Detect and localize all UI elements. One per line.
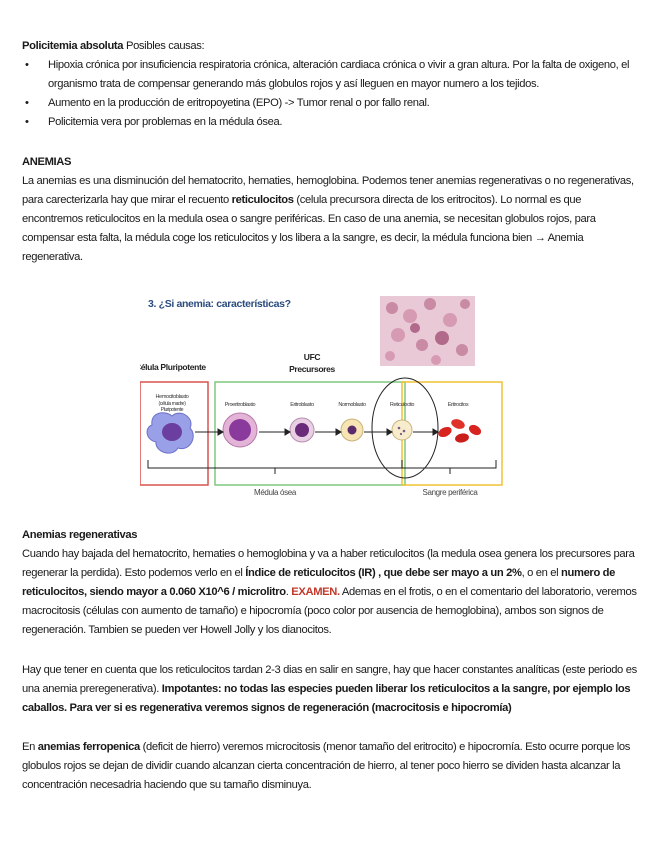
- anemias-section: [22, 153, 642, 267]
- policitemia-section: [22, 37, 642, 132]
- blood-smear-image: [380, 296, 475, 366]
- policitemia-causes-list: [22, 56, 642, 132]
- label-precursores: Precursores: [289, 364, 335, 374]
- anemias-paragraph: La anemias es una disminución del hematocrito, hematies, hemoglobina. Podemos tener anemias regenerativas o no regenerativas, para carecterizarla hay que mirar el recuento reticulocitos (celula precursora directa de los eritrocitos). Lo normal es que encontremos reticulocitos en la medula osea o sangre periféricas. En caso de una anemia, se necesitan globulos rojos, para compensar esta falta, la médula coge los reticulocitos y los libera a la sangre, es decir, la médula funciona bien → Anemia regenerativa.: [22, 175, 634, 263]
- proeritroblasto-cell: [223, 413, 257, 447]
- anemias-heading: ANEMIAS: [22, 156, 72, 168]
- figure-title: 3. ¿Si anemia: características?: [148, 298, 291, 310]
- label-sangre-periferica: Sangre periférica: [422, 488, 478, 497]
- label-celula-pluripotente: Célula Pluripotente: [140, 362, 206, 372]
- eritroblasto-cell: [290, 418, 314, 442]
- peripheral-box: [402, 382, 502, 485]
- regenerativas-paragraph-1: Cuando hay bajada del hematocrito, hematies o hemoglobina y va a haber reticulocitos (la medula osea genera los precursores para regenerar la perdida). Esto podemos verlo en el Índice de reticulocitos (IR) , que debe ser mayo a un 2%, o en el numero de reticulocitos, siendo mayor a 0.060 X10^6 / microlitro. EXAMEN. Ademas en el frotis, o en el comentario del laboratorio, veremos macrocitosis (células con aumento de tamaño) e hipocromía (poco color por ausencia de hemoglobina), ambos son signos de regeneración. Tambien se pueden ver Howell Jolly y los dianocitos.: [22, 548, 637, 636]
- reticulocito-cell: [392, 420, 412, 440]
- cell-label-eritrocitos: Eritrocitos: [447, 402, 469, 408]
- policitemia-intro: Posibles causas:: [125, 40, 205, 52]
- regenerativas-heading: Anemias regenerativas: [22, 529, 138, 541]
- cell-sub-label-2: Pluripotente: [160, 407, 184, 413]
- ferropenica-paragraph: En anemias ferropenica (deficit de hierro) veremos microcitosis (menor tamaño del eritrocito) e hipocromía. Esto ocurre porque los globulos rojos se dejan de dividir cuando alcanzan cierta concentración de hierro, al tener poco hierro se dividen hasta alcanzar la concentración necesadria haciendo que su tamaño disminuya.: [22, 741, 631, 791]
- policitemia-title: Policitemia absoluta: [22, 40, 124, 52]
- list-item: • Policitemia vera por problemas en la médula ósea.: [25, 116, 283, 128]
- label-medula-osea: Médula ósea: [254, 488, 296, 497]
- medula-brace: [148, 460, 402, 468]
- cell-label-proeritroblasto: Proeritroblasto: [224, 402, 256, 408]
- erythropoiesis-figure: [140, 290, 505, 505]
- normoblasto-cell: [341, 419, 363, 441]
- eritrocitos-cells: [437, 417, 483, 443]
- list-item: • Aumento en la producción de eritropoyetina (EPO) -> Tumor renal o por fallo renal.: [25, 97, 430, 109]
- list-item: • Hipoxia crónica por insuficiencia respiratoria crónica, alteración cardiaca crónica o vivir a gran altura. Por la falta de oxigeno, el organismo trata de compensar generando más globulos rojos y así lleguen en mayor numero a los tejidos.: [25, 59, 630, 90]
- label-ufc: UFC: [303, 352, 321, 362]
- cell-label-hemocitoblasto: Hemocitoblasto: [155, 394, 189, 400]
- examen-tag: EXAMEN.: [291, 586, 340, 598]
- hemocitoblasto-cell: [147, 413, 193, 453]
- policitemia-title-line: [22, 37, 642, 56]
- cell-label-normoblasto: Normoblasto: [338, 402, 366, 408]
- regenerativas-paragraph-2: Hay que tener en cuenta que los reticulocitos tardan 2-3 dias en salir en sangre, hay que hacer constantes analíticas (este periodo es una anemia preregenerativa). Impotantes: no todas las especies pueden liberar los reticulocitos a la sangre, por ejemplo los caballos. Para ver si es regenerativa veremos signos de regeneración (macrocitosis e hipocromía): [22, 664, 637, 714]
- cell-label-reticulocito: Reticulocito: [389, 402, 415, 408]
- sangre-brace: [402, 460, 496, 468]
- regenerativas-section: [22, 526, 642, 640]
- cell-label-eritroblasto: Eritroblasto: [290, 402, 314, 408]
- cell-sub-label-1: (célula madre): [158, 401, 186, 407]
